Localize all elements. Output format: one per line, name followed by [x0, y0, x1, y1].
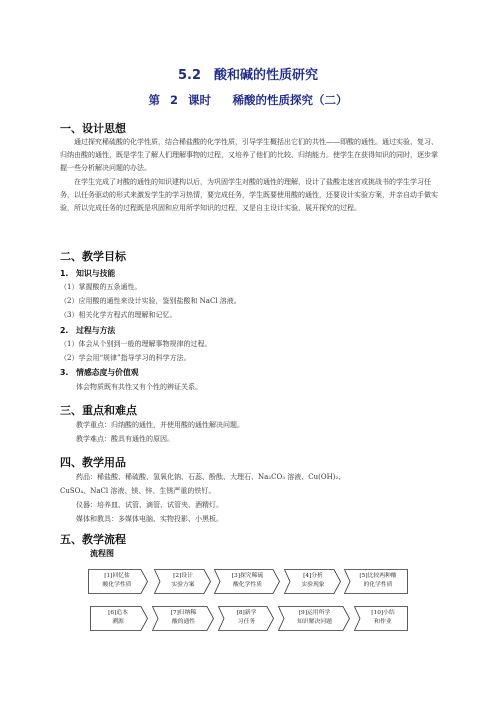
flow-step-text: [9]运用所学 [298, 610, 331, 616]
section-heading-design: 一、设计思想 [60, 122, 126, 135]
flow-step-text: [5]比较两种酸 [359, 573, 397, 579]
goal-item: （1）体会从个别到一般的理解事物规律的过程。 [60, 340, 212, 348]
lesson-title: 5.2 酸和碱的性质研究 [177, 68, 319, 83]
flow-step-text: 的化学性质 [363, 582, 393, 588]
flow-step-1 [88, 569, 148, 594]
flow-step-text: 知识解决问题 [297, 619, 332, 625]
flow-step-2 [154, 569, 211, 594]
lesson-subtitle: 第 2 课时 稀酸的性质探究（二） [148, 93, 348, 107]
section-heading-key-points: 三、重点和难点 [60, 404, 137, 417]
key-point-item: 教学重点：归纳酸的通性，并使用酸的通性解决问题。 [76, 421, 244, 429]
flow-step-8 [218, 606, 274, 631]
section-heading-goals: 二、教学目标 [60, 250, 126, 263]
flow-step-text: [6]追本 [108, 610, 128, 616]
materials-drugs-line-1: 药品：稀盐酸、稀硫酸、氢氧化钠、石蕊、酚酞、大理石、Na₂CO₃ 溶液、Cu(OH)₂、 [76, 473, 346, 481]
goal-sub-attitude: 3. 情感态度与价值观 [60, 368, 139, 377]
flowchart-label: 流程图 [90, 549, 114, 558]
flow-step-text: [4]分析 [303, 573, 323, 579]
flow-step-7 [152, 606, 214, 631]
goal-item: （1）掌握酸的五条通性。 [60, 283, 142, 291]
flow-step-text: [7]归纳稀 [170, 610, 197, 616]
design-paragraph-2: 在学生完成了对酸的通性的知识建构以后，为巩固学生对酸的通性的理解，设计了盐酸走迷宫或挑战书的学生学习任务，以任务驱动的形式来激发学生的学习热情，要完成任务，学生既要使用酸的通性，还要设计实验方案，并亲自动手做实验，所以完成任务的过程既是巩固和应用所学知识的过程，又是自主设计实验、展开探究的过程。 [60, 178, 438, 213]
goal-item: （3）相关化学方程式的理解和记忆。 [60, 311, 177, 319]
goal-sub-knowledge: 1. 知识与技能 [60, 269, 116, 278]
flow-step-text: 溯源 [112, 619, 124, 625]
flow-step-text: [2]设计 [173, 573, 193, 579]
flow-step-text: [3]探究稀硫 [231, 573, 264, 579]
flow-step-text: 习任务 [237, 619, 256, 625]
section-heading-flow: 五、教学流程 [60, 533, 126, 546]
flow-step-text: [1]回忆盐 [104, 573, 130, 579]
flow-step-text: 酸的通性 [171, 619, 196, 625]
flow-step-text: 实验方案 [171, 582, 195, 588]
flow-step-text: [10]小结 [371, 610, 395, 616]
flow-step-text: 酸化学性质 [102, 582, 132, 588]
section-heading-materials: 四、教学用品 [60, 456, 126, 469]
flow-step-4 [284, 569, 341, 594]
key-point-item: 教学难点：酸具有通性的原因。 [76, 435, 174, 443]
materials-instruments: 仪器：培养皿、试管、滴管、试管夹、酒精灯。 [76, 501, 223, 509]
flow-step-5 [344, 569, 408, 594]
design-paragraph-1: 通过探究稀硫酸的化学性质，结合稀盐酸的化学性质，引导学生概括出它们的共性——即酸的通性。通过实验、复习、归纳由酸的通性，既是学生了解人们理解事物的过程，又培养了他们的比较、归纳能力。使学生在获得知识的同时，逐步掌握一些分析解决问题的办法。 [60, 138, 438, 173]
goal-item: 体会物质既有共性又有个性的辨证关系。 [76, 383, 202, 391]
flow-step-text: [8]新学 [236, 610, 257, 616]
flow-step-9 [278, 606, 350, 631]
goal-item: （2）应用酸的通性来设计实验，鉴别盐酸和 NaCl 溶液。 [60, 297, 241, 305]
flow-step-3 [214, 569, 280, 594]
materials-drugs-line-2: CuSO₄、NaCl 溶液、镁、锌、生锈严重的铁钉。 [60, 487, 216, 495]
goal-sub-process: 2. 过程与方法 [60, 326, 116, 335]
materials-media: 媒体和教具：多媒体电脑、实物投影、小黑板。 [76, 515, 223, 523]
flow-step-text: 酸化学性质 [233, 582, 262, 588]
flow-step-10 [354, 606, 408, 631]
flow-step-text: 和作业 [374, 619, 392, 625]
flow-step-text: 实验现象 [301, 582, 325, 588]
goal-item: （2）学会用“规律”指导学习的科学方法。 [60, 354, 191, 362]
flow-step-6 [90, 606, 148, 631]
